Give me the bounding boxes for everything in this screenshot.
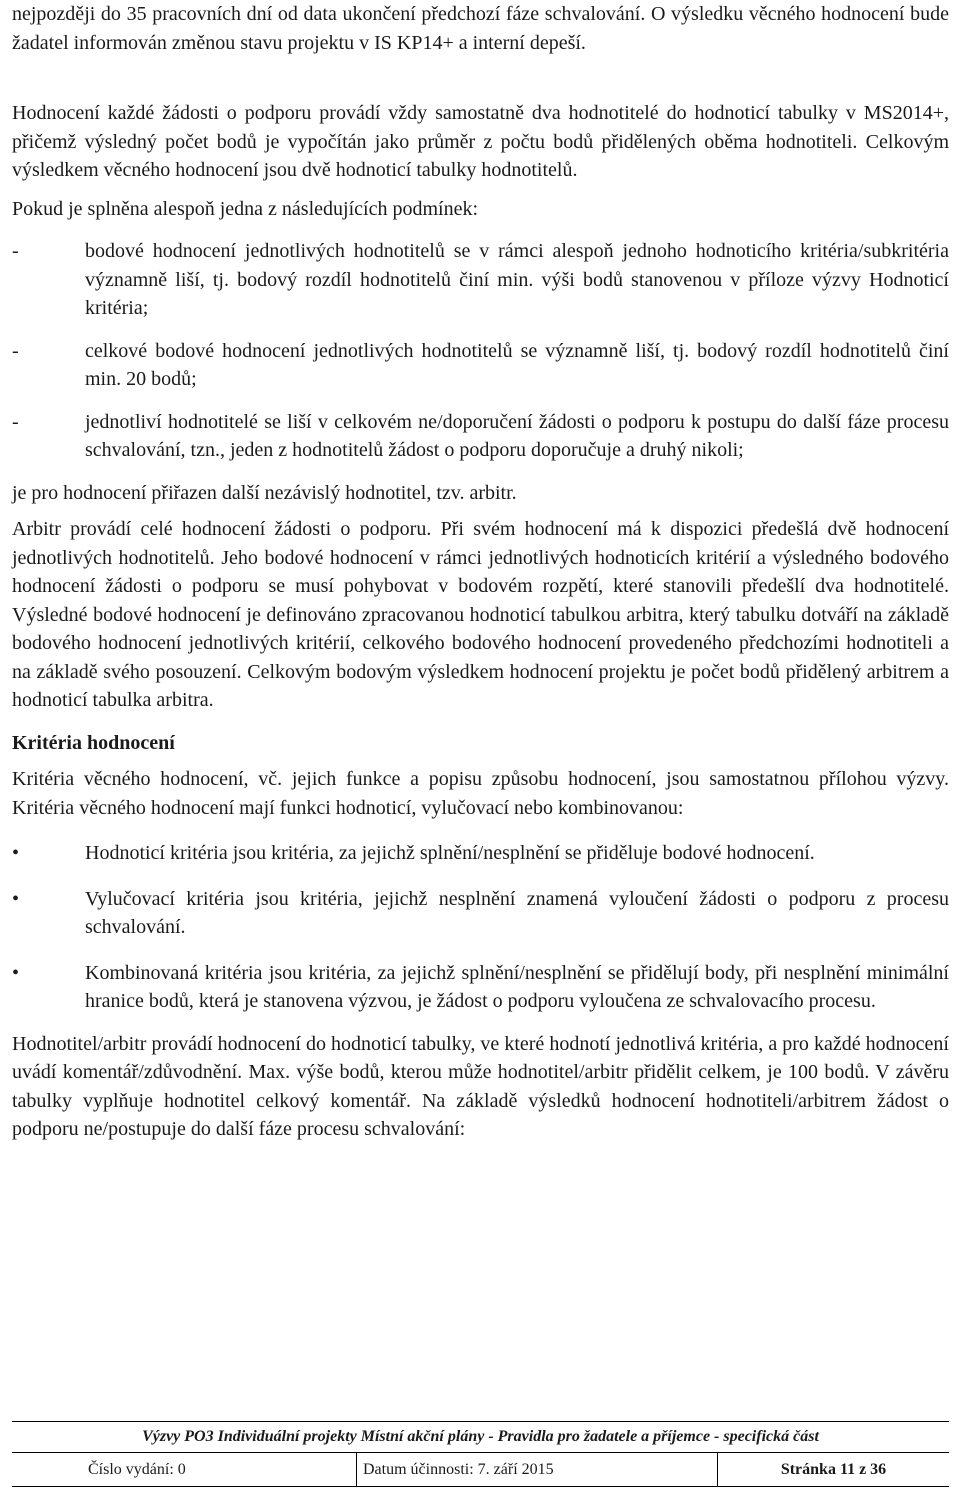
dash-marker: - (12, 339, 19, 362)
criteria-type-text: Kombinovaná kritéria jsou kritéria, za jejichž splnění/nesplnění se přidělují body, při nesplnění minimální hranice bodů, která je stanovena výzvou, je žádost o podporu vyloučena ze schvalovacího procesu. (85, 961, 949, 1012)
list-item (12, 237, 949, 323)
footer-page-number: Stránka 11 z 36 (780, 1460, 887, 1478)
dash-marker: - (12, 410, 19, 433)
paragraph-conditions-lead: Pokud je splněna alespoň jedna z následujících podmínek: (12, 197, 478, 220)
condition-text: jednotliví hodnotitelé se liší v celkovém ne/doporučení žádosti o podporu k postupu do další fáze procesu schvalování, tzn., jeden z hodnotitelů žádost o podporu doporučuje a druhý nikoli; (85, 410, 949, 461)
list-item (12, 408, 949, 465)
dash-marker: - (12, 240, 19, 262)
bullet-marker: • (12, 842, 20, 864)
bullet-marker: • (12, 887, 20, 910)
section-heading-criteria: Kritéria hodnocení (12, 731, 175, 754)
condition-text: celkové bodové hodnocení jednotlivých hodnotitelů se významně liší, tj. bodový rozdíl hodnotitelů činí min. 20 bodů; (85, 339, 949, 390)
paragraph-intro-continuation: nejpozději do 35 pracovních dní od data ukončení předchozí fáze schvalování. O výsledku věcného hodnocení bude žadatel informován změnou stavu projektu v IS KP14+ a interní depeší. (12, 3, 949, 54)
list-item (12, 885, 949, 942)
paragraph-arbiter-role: Arbitr provádí celé hodnocení žádosti o podporu. Při svém hodnocení má k dispozici předešlá dvě hodnocení jednotlivých hodnotitelů. Jeho bodové hodnocení v rámci jednotlivých hodnoticích kritérií a výsledného bodového hodnocení žádosti o podporu se musí pohybovat v bodovém rozpětí, které stanovili předešlí dva hodnotitelé. Výsledné bodové hodnocení je definováno zpracovanou hodnoticí tabulkou arbitra, který tabulku dotváří na základě bodového hodnocení jednotlivých kritérií, celkového bodového hodnocení provedeného předchozími hodnotiteli a na základě svého posouzení. Celkovým bodovým výsledkem hodnocení projektu je počet bodů přidělený arbitrem a hodnoticí tabulka arbitra. (12, 518, 949, 711)
paragraph-arbiter-assigned: je pro hodnocení přiřazen další nezávislý hodnotitel, tzv. arbitr. (12, 481, 517, 504)
criteria-type-text: Vylučovací kritéria jsou kritéria, jejichž nesplnění znamená vyloučení žádosti o podporu z procesu schvalování. (85, 887, 949, 938)
footer-title: Výzvy PO3 Individuální projekty Místní akční plány - Pravidla pro žadatele a příjemce - specifická část (142, 1428, 819, 1445)
paragraph-evaluation-table: Hodnotitel/arbitr provádí hodnocení do hodnoticí tabulky, ve které hodnotí jednotlivá kritéria, a pro každé hodnocení uvádí komentář/zdůvodnění. Max. výše bodů, kterou může hodnotitel/arbitr přidělit celkem, je 100 bodů. V závěru tabulky vyplňuje hodnotitel celkový komentář. Na základě výsledků hodnocení hodnotiteli/arbitrem žádost o podporu ne/postupuje do další fáze procesu schvalování: (12, 1032, 949, 1140)
criteria-types-list (12, 839, 949, 1016)
list-item (12, 959, 949, 1016)
conditions-list (12, 237, 949, 465)
criteria-type-text: Hodnoticí kritéria jsou kritéria, za jejichž splnění/nesplnění se přiděluje bodové hodnocení. (85, 842, 815, 864)
list-item (12, 839, 949, 868)
document-body (12, 0, 949, 1144)
footer-issue-number: Číslo vydání: 0 (88, 1460, 186, 1478)
paragraph-two-evaluators: Hodnocení každé žádosti o podporu provádí vždy samostatně dva hodnotitelé do hodnoticí tabulky v MS2014+, přičemž výsledný počet bodů je vypočítán jako průměr z počtu bodů přidělených oběma hodnotiteli. Celkovým výsledkem věcného hodnocení jsou dvě hodnoticí tabulky hodnotitelů. (12, 102, 949, 181)
footer-info-row (12, 1452, 949, 1486)
footer-effective-date: Datum účinnosti: 7. září 2015 (356, 1453, 718, 1486)
paragraph-criteria-intro: Kritéria věcného hodnocení, vč. jejich funkce a popisu způsobu hodnocení, jsou samostatnou přílohou výzvy. Kritéria věcného hodnocení mají funkci hodnoticí, vylučovací nebo kombinovanou: (12, 768, 949, 819)
condition-text: bodové hodnocení jednotlivých hodnotitelů se v rámci alespoň jednoho hodnoticího kritéria/subkritéria významně liší, tj. bodový rozdíl hodnotitelů činí min. výši bodů stanovenou v příloze výzvy Hodnoticí kritéria; (85, 240, 949, 319)
page-footer (12, 1421, 949, 1487)
bullet-marker: • (12, 961, 20, 984)
list-item (12, 337, 949, 394)
